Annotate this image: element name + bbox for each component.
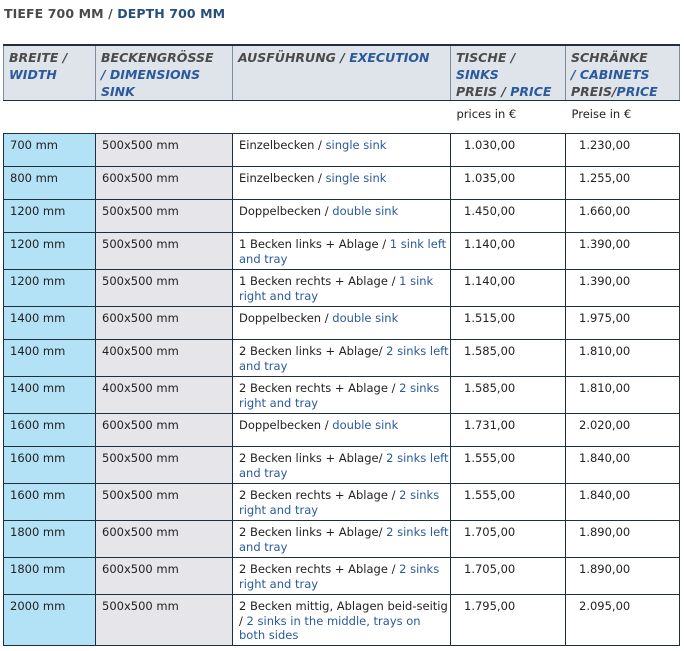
cell-execution: [233, 414, 451, 447]
cell-sink-price: 1.140,00: [451, 233, 566, 270]
cell-sink-price: 1.731,00: [451, 414, 566, 447]
cell-width: 800 mm: [4, 167, 96, 200]
table-row: [4, 484, 680, 521]
cell-dimensions: 500x500 mm: [96, 134, 233, 167]
cell-sink-price: 1.450,00: [451, 200, 566, 233]
execution-de: 2 Becken links + Ablage/: [239, 451, 383, 465]
header-execution: AUSFÜHRUNG / EXECUTION: [233, 45, 451, 101]
cell-execution: [233, 558, 451, 595]
cell-cabinet-price: 1.975,00: [566, 307, 680, 340]
table-row: [4, 414, 680, 447]
execution-de: 1 Becken rechts + Ablage /: [239, 274, 396, 288]
cell-width: 1400 mm: [4, 377, 96, 414]
execution-en: single sink: [325, 171, 387, 185]
table-row: [4, 233, 680, 270]
cell-cabinet-price: 1.230,00: [566, 134, 680, 167]
cell-sink-price: 1.515,00: [451, 307, 566, 340]
cell-width: 1600 mm: [4, 414, 96, 447]
execution-de: Einzelbecken /: [239, 171, 322, 185]
execution-en: double sink: [332, 204, 399, 218]
unit-row: [4, 101, 680, 134]
header-cabinets-price: SCHRÄNKE / CABINETS PREIS/PRICE: [566, 45, 680, 101]
execution-en: 2 sinks right and tray: [239, 562, 440, 591]
table-row: [4, 270, 680, 307]
cell-execution: [233, 447, 451, 484]
execution-de: 2 Becken links + Ablage/: [239, 344, 383, 358]
header-row: [4, 45, 680, 101]
cell-execution: [233, 134, 451, 167]
cell-cabinet-price: 1.840,00: [566, 484, 680, 521]
header-dimensions: BECKENGRÖSSE / DIMENSIONS SINK: [96, 45, 233, 101]
execution-de: 2 Becken rechts + Ablage /: [239, 488, 396, 502]
cell-dimensions: 500x500 mm: [96, 270, 233, 307]
cell-execution: [233, 307, 451, 340]
cell-sink-price: 1.555,00: [451, 484, 566, 521]
table-row: [4, 200, 680, 233]
table-row: [4, 521, 680, 558]
title-en: DEPTH 700 MM: [117, 6, 226, 21]
cell-dimensions: 500x500 mm: [96, 595, 233, 646]
cell-execution: [233, 484, 451, 521]
header-sinks-price: TISCHE / SINKS PREIS / PRICE: [451, 45, 566, 101]
execution-de: Doppelbecken /: [239, 311, 329, 325]
table-row: [4, 134, 680, 167]
cell-width: 1200 mm: [4, 200, 96, 233]
execution-en: 2 sinks in the middle, trays on both sides: [239, 613, 421, 642]
cell-sink-price: 1.705,00: [451, 558, 566, 595]
table-row: [4, 340, 680, 377]
unit-cabinets: Preise in €: [566, 101, 680, 134]
cell-width: 700 mm: [4, 134, 96, 167]
cell-cabinet-price: 1.840,00: [566, 447, 680, 484]
execution-de: 2 Becken links + Ablage/: [239, 525, 383, 539]
cell-sink-price: 1.030,00: [451, 134, 566, 167]
cell-sink-price: 1.555,00: [451, 447, 566, 484]
cell-execution: [233, 340, 451, 377]
cell-width: 1600 mm: [4, 447, 96, 484]
cell-cabinet-price: 1.660,00: [566, 200, 680, 233]
execution-en: double sink: [332, 418, 399, 432]
execution-de: 2 Becken mittig, Ablagen beid-seitig /: [239, 599, 448, 628]
cell-cabinet-price: 2.020,00: [566, 414, 680, 447]
cell-dimensions: 600x500 mm: [96, 521, 233, 558]
title-de: TIEFE 700 MM: [4, 6, 104, 21]
cell-width: 1600 mm: [4, 484, 96, 521]
cell-dimensions: 500x500 mm: [96, 233, 233, 270]
cell-cabinet-price: 1.890,00: [566, 558, 680, 595]
cell-width: 1200 mm: [4, 233, 96, 270]
cell-dimensions: 400x500 mm: [96, 377, 233, 414]
cell-dimensions: 600x500 mm: [96, 167, 233, 200]
cell-width: 1800 mm: [4, 558, 96, 595]
cell-dimensions: 500x500 mm: [96, 447, 233, 484]
execution-de: Doppelbecken /: [239, 418, 329, 432]
execution-de: 2 Becken rechts + Ablage /: [239, 381, 396, 395]
cell-dimensions: 600x500 mm: [96, 558, 233, 595]
cell-dimensions: 500x500 mm: [96, 200, 233, 233]
table-row: [4, 595, 680, 646]
table-row: [4, 377, 680, 414]
cell-cabinet-price: 2.095,00: [566, 595, 680, 646]
page-title: [4, 6, 225, 21]
cell-execution: [233, 200, 451, 233]
execution-en: double sink: [332, 311, 399, 325]
table-row: [4, 558, 680, 595]
execution-en: 2 sinks left and tray: [239, 344, 449, 373]
cell-width: 1400 mm: [4, 340, 96, 377]
cell-execution: [233, 233, 451, 270]
execution-en: single sink: [325, 138, 387, 152]
cell-cabinet-price: 1.255,00: [566, 167, 680, 200]
cell-width: 1400 mm: [4, 307, 96, 340]
cell-cabinet-price: 1.390,00: [566, 270, 680, 307]
cell-dimensions: 400x500 mm: [96, 340, 233, 377]
cell-cabinet-price: 1.890,00: [566, 521, 680, 558]
execution-de: Doppelbecken /: [239, 204, 329, 218]
cell-sink-price: 1.140,00: [451, 270, 566, 307]
execution-en: 2 sinks right and tray: [239, 488, 440, 517]
cell-cabinet-price: 1.810,00: [566, 340, 680, 377]
unit-sinks: prices in €: [451, 101, 566, 134]
cell-sink-price: 1.705,00: [451, 521, 566, 558]
cell-sink-price: 1.795,00: [451, 595, 566, 646]
cell-execution: [233, 167, 451, 200]
cell-dimensions: 500x500 mm: [96, 484, 233, 521]
cell-dimensions: 600x500 mm: [96, 307, 233, 340]
execution-en: 1 sink right and tray: [239, 274, 434, 303]
price-table: [3, 44, 680, 646]
cell-width: 1800 mm: [4, 521, 96, 558]
cell-width: 1200 mm: [4, 270, 96, 307]
title-separator: /: [103, 6, 118, 21]
execution-en: 2 sinks right and tray: [239, 381, 440, 410]
cell-width: 2000 mm: [4, 595, 96, 646]
cell-sink-price: 1.585,00: [451, 377, 566, 414]
header-width: BREITE / WIDTH: [4, 45, 96, 101]
cell-execution: [233, 595, 451, 646]
execution-de: 2 Becken rechts + Ablage /: [239, 562, 396, 576]
execution-de: 1 Becken links + Ablage /: [239, 237, 387, 251]
cell-cabinet-price: 1.810,00: [566, 377, 680, 414]
table-row: [4, 167, 680, 200]
cell-execution: [233, 270, 451, 307]
table-row: [4, 307, 680, 340]
execution-de: Einzelbecken /: [239, 138, 322, 152]
table-body: [4, 134, 680, 646]
execution-en: 1 sink left and tray: [239, 237, 447, 266]
cell-cabinet-price: 1.390,00: [566, 233, 680, 270]
cell-execution: [233, 521, 451, 558]
cell-sink-price: 1.585,00: [451, 340, 566, 377]
cell-sink-price: 1.035,00: [451, 167, 566, 200]
cell-dimensions: 600x500 mm: [96, 414, 233, 447]
execution-en: 2 sinks left and tray: [239, 451, 449, 480]
table-row: [4, 447, 680, 484]
execution-en: 2 sinks left and tray: [239, 525, 449, 554]
cell-execution: [233, 377, 451, 414]
